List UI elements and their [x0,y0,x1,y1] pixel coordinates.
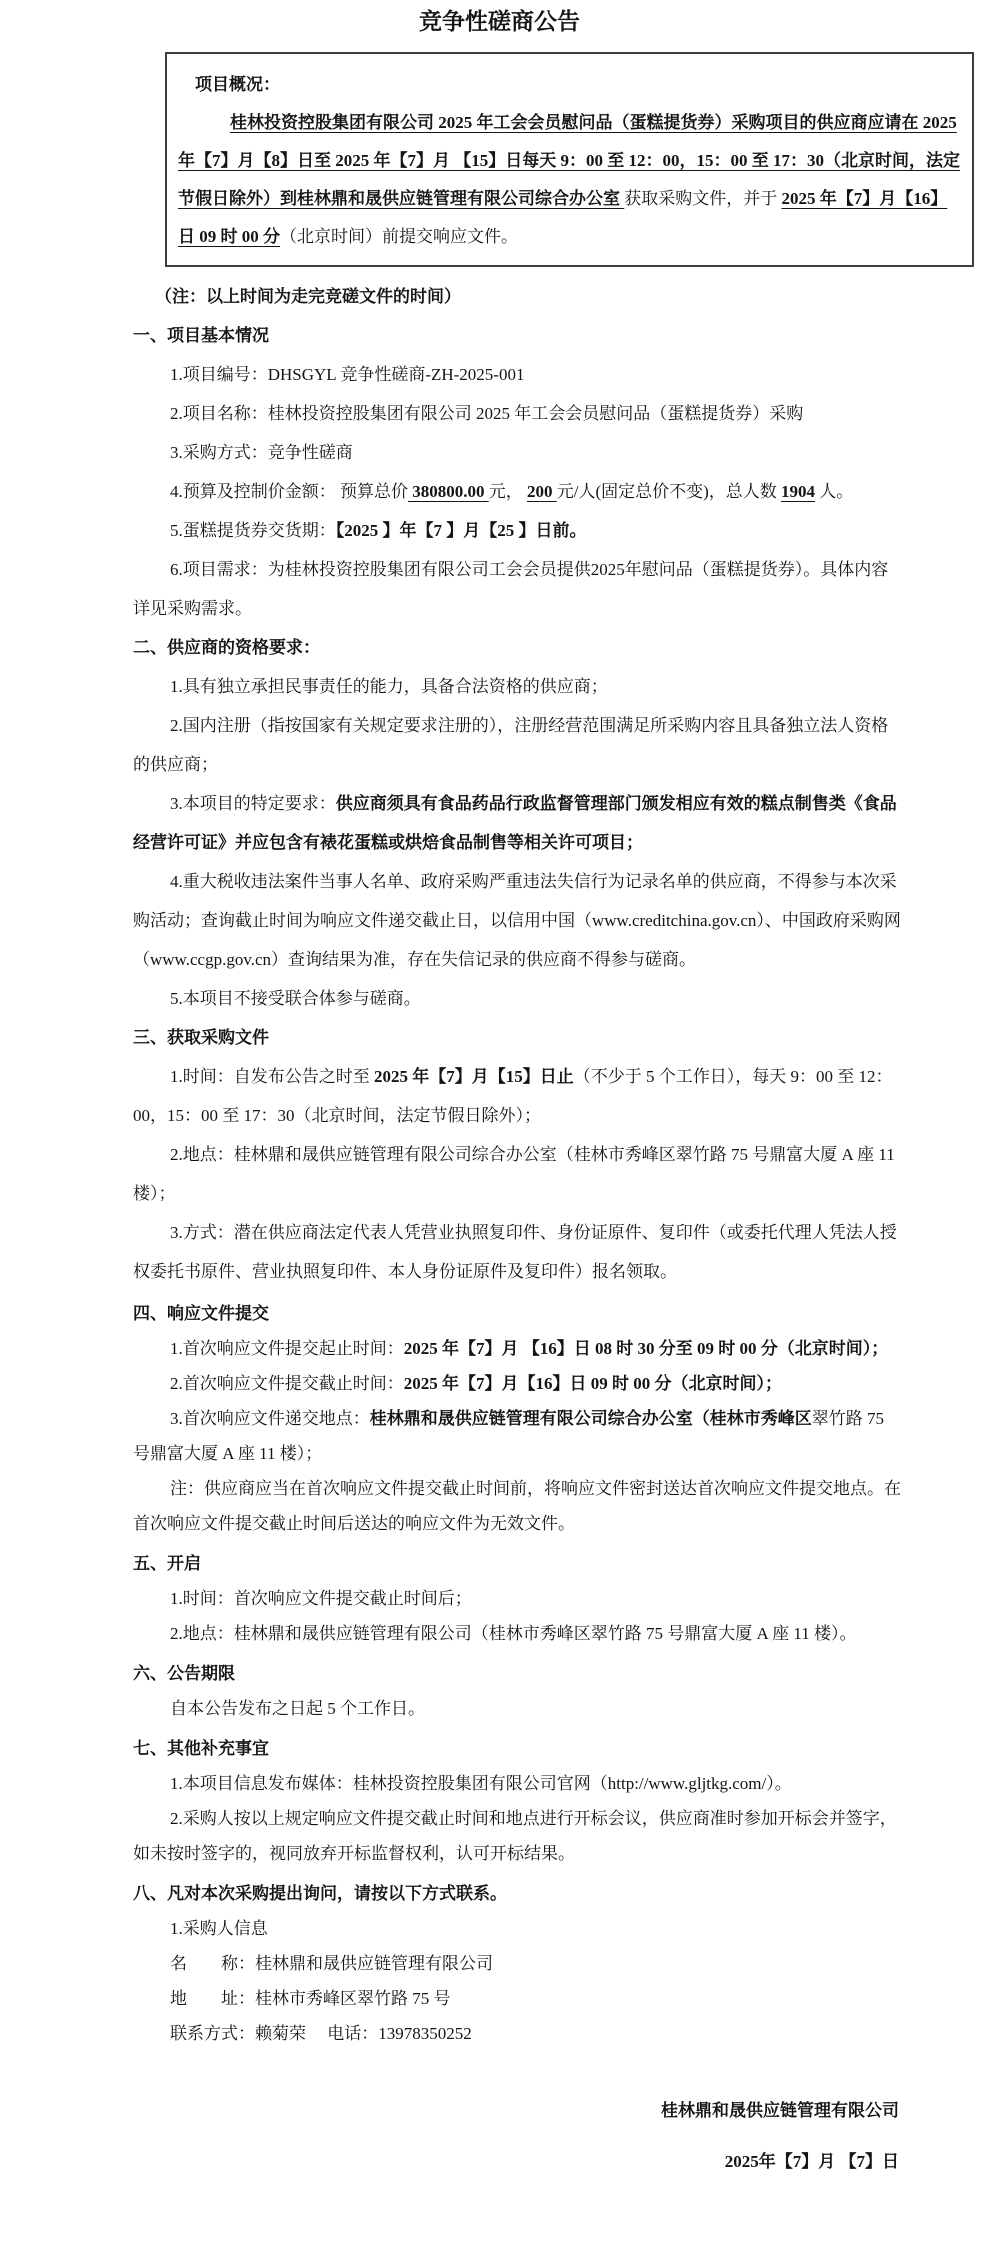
text-run: 5.蛋糕提货券交货期： [170,521,336,540]
text-run: （北京时间）前提交响应文件。 [280,227,518,246]
paragraph [133,1691,905,1726]
text-run: 人。 [815,482,854,501]
paragraph [133,550,905,628]
paragraph [133,355,905,394]
text-run: 地 址：桂林市秀峰区翠竹路 75 号 [170,1989,451,2008]
paragraph [133,979,905,1018]
paragraph [133,1057,905,1135]
section-heading: 四、响应文件提交 [133,1304,269,1323]
text-run: 2025 年【7】月 【16】日 08 时 30 分至 09 时 00 分（北京时间）； [403,1339,889,1358]
section-heading: 六、公告期限 [133,1664,235,1683]
text-run: 自本公告发布之日起 5 个工作日。 [170,1699,425,1718]
paragraph [133,472,905,511]
section [133,1018,905,1291]
page-title: 竞争性磋商公告 [419,9,580,34]
section [133,316,905,628]
section [133,1296,905,1541]
paragraph [133,667,905,706]
section-heading: 一、项目基本情况 [133,326,269,345]
paragraph [133,1331,905,1366]
text-run: 3.首次响应文件递交地点： [170,1409,370,1428]
text-run: 2025 年【7】月【16】日 09 时 00 分（北京时间）； [403,1374,782,1393]
time-note: （注：以上时间为走完竞磋文件的时间） [155,287,461,306]
text-run: 供应商须具有食品药品行政监督管理部门颁发相应有效的糕点制售类《食品经营许可证》并应包含有裱花蛋糕或烘焙食品制售等相关许可项目； [133,794,897,852]
signature-block [133,2093,905,2179]
text-run: 2.地点：桂林鼎和晟供应链管理有限公司（桂林市秀峰区翠竹路 75 号鼎富大厦 A 座 11 楼）。 [170,1624,857,1643]
section [133,1731,905,1871]
sections [133,316,905,2051]
section-heading: 三、获取采购文件 [133,1028,269,1047]
paragraph [133,1911,905,1946]
text-run: 1.具有独立承担民事责任的能力，具备合法资格的供应商； [170,677,608,696]
text-run: 2.项目名称：桂林投资控股集团有限公司 2025 年工会会员慰问品（蛋糕提货券）采购 [170,404,804,423]
text-run: 1.时间：首次响应文件提交截止时间后； [170,1589,472,1608]
text-run: 1.时间：自发布公告之时至 [170,1067,374,1086]
text-run: 2.采购人按以上规定响应文件提交截止时间和地点进行开标会议，供应商准时参加开标会并签字，如未按时签字的，视同放弃开标监督权利，认可开标结果。 [133,1809,897,1863]
text-run: 注：供应商应当在首次响应文件提交截止时间前，将响应文件密封送达首次响应文件提交地点。在首次响应文件提交截止时间后送达的响应文件为无效文件。 [133,1479,901,1533]
text-run: 2.地点：桂林鼎和晟供应链管理有限公司综合办公室（桂林市秀峰区翠竹路 75 号鼎富大厦 A 座 11 楼）； [133,1145,895,1203]
paragraph [133,394,905,433]
text-run: 380800.00 [408,482,489,501]
paragraph [133,784,905,862]
paragraph [133,433,905,472]
paragraph [133,1471,905,1541]
paragraph [133,1801,905,1871]
project-overview-box [165,52,974,267]
text-run: 2.首次响应文件提交截止时间： [170,1374,404,1393]
paragraph [133,1401,905,1471]
text-run: 桂林投资控股集团有限公司 2025 年工会会员慰问品（蛋糕提货券）采购项目的供应商应请在 2025 年【7】月【8】日至 2025 年【7】月 【15】日每天 9：00 至 12：00，15：00 至 17：30（北京时间，法定节假日除外）到桂林鼎和晟供应链管理有限公司综合办公室 [178,113,960,208]
section-heading: 八、凡对本次采购提出询问，请按以下方式联系。 [133,1884,507,1903]
paragraph [133,706,905,784]
paragraph [133,2016,905,2051]
section-heading: 二、供应商的资格要求： [133,638,320,657]
paragraph [133,1213,905,1291]
text-run: 5.本项目不接受联合体参与磋商。 [170,989,421,1008]
paragraph [133,1366,905,1401]
text-run: 4.预算及控制价金额： 预算总价 [170,482,408,501]
text-run: 1.首次响应文件提交起止时间： [170,1339,404,1358]
signature-company: 桂林鼎和晟供应链管理有限公司 [661,2101,899,2120]
text-run: 3.方式：潜在供应商法定代表人凭营业执照复印件、身份证原件、复印件（或委托代理人凭法人授权委托书原件、营业执照复印件、本人身份证原件及复印件）报名领取。 [133,1223,897,1281]
text-run: （不少于 5 个工作日），每天 9：00 至 12：00，15：00 至 17：30（北京时间，法定节假日除外）； [133,1067,893,1125]
paragraph [133,1981,905,2016]
paragraph [133,1766,905,1801]
text-run: 2025 年【7】月【16】日 09 时 00 分 [178,189,948,246]
paragraph [133,1616,905,1651]
text-run: 1904 [781,482,816,501]
text-run: 6.项目需求：为桂林投资控股集团有限公司工会会员提供2025年慰问品（蛋糕提货券）。具体内容详见采购需求。 [133,560,889,618]
text-run: 元， [488,482,527,501]
text-run: 【2025 】年【7 】月【25 】日前。 [335,521,587,540]
paragraph [133,862,905,979]
section [133,628,905,1018]
text-run: 1.采购人信息 [170,1919,268,1938]
paragraph [133,511,905,550]
section-heading: 七、其他补充事宜 [133,1739,269,1758]
text-run: 元/人(固定总价不变)，总人数 [556,482,782,501]
section [133,1876,905,2051]
text-run: 4.重大税收违法案件当事人名单、政府采购严重违法失信行为记录名单的供应商，不得参与本次采购活动；查询截止时间为响应文件递交截止日，以信用中国（www.creditchina.gov.cn）、中国政府采购网（www.ccgp.gov.cn）查询结果为准，存在失信记录的供应商不得参与磋商。 [133,872,901,969]
text-run: 翠竹路 75 号鼎富大厦 A 座 11 楼）； [133,1409,884,1463]
paragraph [133,1946,905,1981]
text-run: 获取采购文件，并于 [624,189,782,208]
text-run: 联系方式：赖菊荣 电话：13978350252 [170,2024,472,2043]
overview-label: 项目概况： [195,75,280,94]
signature-date: 2025年【7】月 【7】日 [724,2152,899,2171]
text-run: 200 [527,482,557,501]
text-run: 名 称：桂林鼎和晟供应链管理有限公司 [170,1954,493,1973]
text-run: 2.国内注册（指按国家有关规定要求注册的），注册经营范围满足所采购内容且具备独立法人资格的供应商； [133,716,889,774]
section [133,1546,905,1651]
overview-paragraph [178,104,962,256]
text-run: 3.本项目的特定要求： [170,794,336,813]
text-run: 3.采购方式：竞争性磋商 [170,443,353,462]
paragraph [133,1135,905,1213]
section [133,1656,905,1726]
text-run: 1.本项目信息发布媒体：桂林投资控股集团有限公司官网（http://www.gljtkg.com/）。 [170,1774,792,1793]
section-heading: 五、开启 [133,1554,201,1573]
paragraph [133,1581,905,1616]
text-run: 2025 年【7】月【15】日止 [374,1067,574,1086]
text-run: 桂林鼎和晟供应链管理有限公司综合办公室（桂林市秀峰区 [369,1409,812,1428]
text-run: 1.项目编号：DHSGYL 竞争性磋商-ZH-2025-001 [170,365,525,384]
